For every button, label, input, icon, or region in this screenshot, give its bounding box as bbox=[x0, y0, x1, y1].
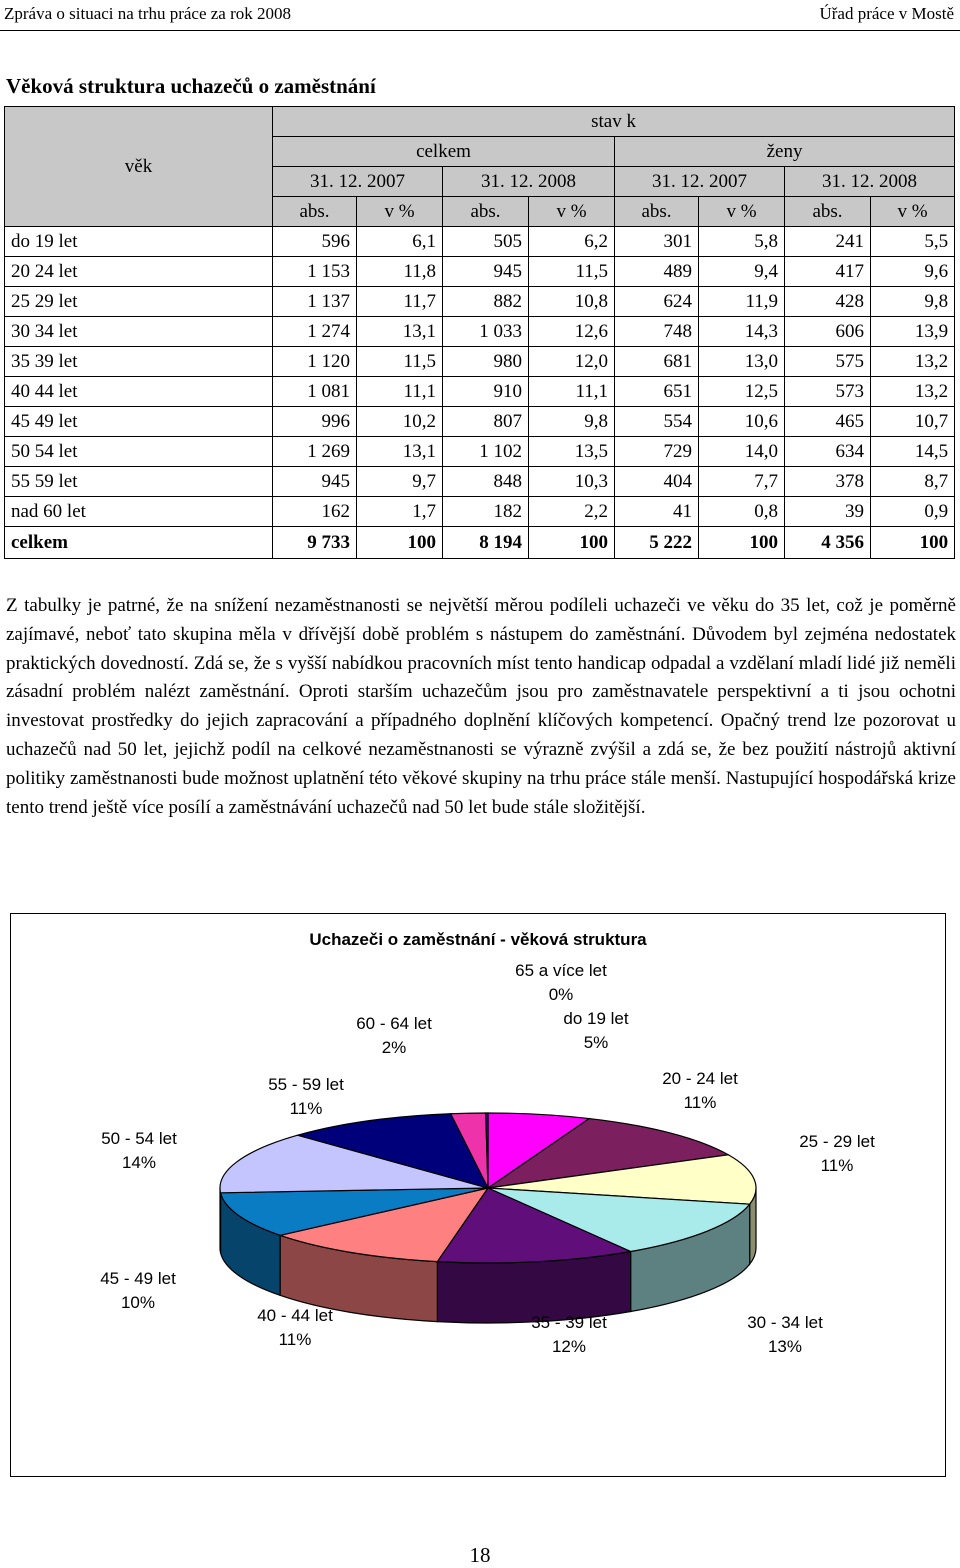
table-cell: 9,6 bbox=[871, 257, 955, 287]
pie-label-3 bbox=[747, 1311, 823, 1359]
row-label: 55 59 let bbox=[5, 467, 273, 497]
table-cell: 1 081 bbox=[273, 377, 357, 407]
table-cell: 5 222 bbox=[615, 527, 699, 559]
table-cell: 6,2 bbox=[529, 227, 615, 257]
header-divider bbox=[0, 30, 960, 31]
table-cell: 11,7 bbox=[357, 287, 443, 317]
table-cell: 14,0 bbox=[699, 437, 785, 467]
row-label: do 19 let bbox=[5, 227, 273, 257]
table-cell: 13,1 bbox=[357, 317, 443, 347]
table-cell: 11,8 bbox=[357, 257, 443, 287]
row-label: 45 49 let bbox=[5, 407, 273, 437]
header-left: Zpráva o situaci na trhu práce za rok 2008 bbox=[4, 4, 291, 23]
table-cell: 606 bbox=[785, 317, 871, 347]
table-header-row bbox=[5, 107, 955, 137]
table-cell: 11,1 bbox=[529, 377, 615, 407]
table-cell: 182 bbox=[443, 497, 529, 527]
pie-label-name: 40 - 44 let bbox=[257, 1306, 333, 1325]
table-cell: 39 bbox=[785, 497, 871, 527]
pie-label-name: 45 - 49 let bbox=[100, 1269, 176, 1288]
table-cell: 9 733 bbox=[273, 527, 357, 559]
table-cell: 13,0 bbox=[699, 347, 785, 377]
header-unit: v % bbox=[529, 197, 615, 227]
table-cell: 910 bbox=[443, 377, 529, 407]
table-cell: 41 bbox=[615, 497, 699, 527]
table-cell: 1 153 bbox=[273, 257, 357, 287]
table-cell: 729 bbox=[615, 437, 699, 467]
table-cell: 624 bbox=[615, 287, 699, 317]
table-cell: 6,1 bbox=[357, 227, 443, 257]
table-cell: 100 bbox=[529, 527, 615, 559]
pie-label-percent: 5% bbox=[583, 1033, 609, 1052]
table-cell: 554 bbox=[615, 407, 699, 437]
table-cell: 1 102 bbox=[443, 437, 529, 467]
row-label: nad 60 let bbox=[5, 497, 273, 527]
table-cell: 505 bbox=[443, 227, 529, 257]
table-cell: 1 033 bbox=[443, 317, 529, 347]
page-number: 18 bbox=[469, 1543, 491, 1567]
table-cell: 100 bbox=[699, 527, 785, 559]
table-cell: 807 bbox=[443, 407, 529, 437]
pie-label-percent: 11% bbox=[683, 1093, 717, 1112]
table-cell: 1 274 bbox=[273, 317, 357, 347]
table-row bbox=[5, 437, 955, 467]
table-cell: 12,0 bbox=[529, 347, 615, 377]
pie-label-percent: 14% bbox=[121, 1153, 157, 1172]
table-cell: 241 bbox=[785, 227, 871, 257]
table-cell: 11,1 bbox=[357, 377, 443, 407]
pie-label-name: 50 - 54 let bbox=[101, 1129, 177, 1148]
header-unit: abs. bbox=[615, 197, 699, 227]
table-cell: 301 bbox=[615, 227, 699, 257]
table-cell: 575 bbox=[785, 347, 871, 377]
table-row bbox=[5, 347, 955, 377]
table-cell: 1 120 bbox=[273, 347, 357, 377]
table-row bbox=[5, 287, 955, 317]
pie-label-percent: 13% bbox=[767, 1337, 803, 1356]
table-cell: 882 bbox=[443, 287, 529, 317]
pie-label-2 bbox=[799, 1130, 875, 1178]
table-cell: 634 bbox=[785, 437, 871, 467]
pie-label-name: 65 a více let bbox=[515, 961, 607, 980]
pie-label-8 bbox=[268, 1073, 344, 1121]
pie-label-7 bbox=[101, 1127, 177, 1175]
table-cell: 848 bbox=[443, 467, 529, 497]
table-cell: 9,7 bbox=[357, 467, 443, 497]
table-cell: 7,7 bbox=[699, 467, 785, 497]
table-cell: 100 bbox=[357, 527, 443, 559]
table-cell: 651 bbox=[615, 377, 699, 407]
table-cell: 0,8 bbox=[699, 497, 785, 527]
row-label: celkem bbox=[5, 527, 273, 559]
table-cell: 996 bbox=[273, 407, 357, 437]
pie-label-percent: 12% bbox=[551, 1337, 587, 1356]
table-cell: 2,2 bbox=[529, 497, 615, 527]
row-label: 20 24 let bbox=[5, 257, 273, 287]
table-row bbox=[5, 497, 955, 527]
row-label: 30 34 let bbox=[5, 317, 273, 347]
pie-side-7 bbox=[220, 1188, 221, 1253]
table-cell: 13,2 bbox=[871, 377, 955, 407]
table-cell: 945 bbox=[443, 257, 529, 287]
table-cell: 12,6 bbox=[529, 317, 615, 347]
header-date: 31. 12. 2008 bbox=[785, 167, 955, 197]
pie-label-name: 60 - 64 let bbox=[356, 1014, 432, 1033]
pie-label-name: do 19 let bbox=[563, 1009, 629, 1028]
table-cell: 1 137 bbox=[273, 287, 357, 317]
table-cell: 14,5 bbox=[871, 437, 955, 467]
header-date: 31. 12. 2007 bbox=[273, 167, 443, 197]
table-cell: 13,2 bbox=[871, 347, 955, 377]
table-cell: 14,3 bbox=[699, 317, 785, 347]
row-label: 40 44 let bbox=[5, 377, 273, 407]
row-label: 50 54 let bbox=[5, 437, 273, 467]
table-cell: 945 bbox=[273, 467, 357, 497]
pie-label-9 bbox=[356, 1012, 432, 1060]
pie-label-percent: 2% bbox=[381, 1038, 407, 1057]
header-celkem: celkem bbox=[273, 137, 615, 167]
table-cell: 378 bbox=[785, 467, 871, 497]
pie-label-name: 30 - 34 let bbox=[747, 1313, 823, 1332]
section-title: Věková struktura uchazečů o zaměstnání bbox=[6, 74, 376, 98]
header-unit: abs. bbox=[785, 197, 871, 227]
table-cell: 100 bbox=[871, 527, 955, 559]
table-cell: 748 bbox=[615, 317, 699, 347]
header-right: Úřad práce v Mostě bbox=[819, 4, 954, 23]
table-cell: 9,8 bbox=[529, 407, 615, 437]
table-cell: 10,3 bbox=[529, 467, 615, 497]
table-cell: 489 bbox=[615, 257, 699, 287]
pie-label-10 bbox=[515, 959, 607, 1007]
table-cell: 10,6 bbox=[699, 407, 785, 437]
header-unit: v % bbox=[357, 197, 443, 227]
table-cell: 5,5 bbox=[871, 227, 955, 257]
pie-label-percent: 0% bbox=[548, 985, 574, 1004]
pie-label-percent: 11% bbox=[289, 1099, 323, 1118]
header-zeny: ženy bbox=[615, 137, 955, 167]
table-cell: 10,7 bbox=[871, 407, 955, 437]
table-cell: 417 bbox=[785, 257, 871, 287]
table-cell: 8 194 bbox=[443, 527, 529, 559]
table-row bbox=[5, 467, 955, 497]
body-paragraph: Z tabulky je patrné, že na snížení nezaměstnanosti se největší měrou podíleli uchazeči ve věku do 35 let, což je poměrně zajímavé, neboť tato skupina měla v dřívější době problém s nástupem do zaměstnání. Důvodem byl zejména nedostatek praktických dovedností. Zdá se, že s vyšší nabídkou pracovních míst tento handicap odpadal a vzdělaní mladí lidé již neměli zásadní problém nalézt zaměstnání. Oproti starším uchazečům jsou pro zaměstnavatele perspektivní a ti jsou ochotni investovat prostředky do jejich zapracování a případného doplnění klíčových kompetencí. Opačný trend lze pozorovat u uchazečů nad 50 let, jejichž podíl na celkové nezaměstnanosti se výrazně zvýšil a zdá se, že bez použití nástrojů aktivní politiky zaměstnanosti bude možnost uplatnění této věkové skupiny na trhu práce stále menší. Nastupující hospodářská krize tento trend ještě více posílí a zaměstnávání uchazečů nad 50 let bude stále složitější. bbox=[6, 595, 956, 818]
header-date: 31. 12. 2008 bbox=[443, 167, 615, 197]
table-row bbox=[5, 317, 955, 347]
pie-label-4 bbox=[531, 1311, 607, 1359]
header-date: 31. 12. 2007 bbox=[615, 167, 785, 197]
table-cell: 10,2 bbox=[357, 407, 443, 437]
table-cell: 13,5 bbox=[529, 437, 615, 467]
table-cell: 980 bbox=[443, 347, 529, 377]
pie-label-name: 25 - 29 let bbox=[799, 1132, 875, 1151]
table-cell: 596 bbox=[273, 227, 357, 257]
pie-label-1 bbox=[662, 1067, 738, 1115]
table-row bbox=[5, 257, 955, 287]
chart-title: Uchazeči o zaměstnání - věková struktura bbox=[309, 930, 647, 949]
table-row bbox=[5, 377, 955, 407]
table-cell: 9,8 bbox=[871, 287, 955, 317]
table-cell: 4 356 bbox=[785, 527, 871, 559]
table-cell: 681 bbox=[615, 347, 699, 377]
table-cell: 10,8 bbox=[529, 287, 615, 317]
table-cell: 12,5 bbox=[699, 377, 785, 407]
header-unit: v % bbox=[871, 197, 955, 227]
table-cell: 11,5 bbox=[529, 257, 615, 287]
table-cell: 13,9 bbox=[871, 317, 955, 347]
table-cell: 1 269 bbox=[273, 437, 357, 467]
pie-label-6 bbox=[100, 1267, 176, 1315]
table-cell: 1,7 bbox=[357, 497, 443, 527]
header-unit: abs. bbox=[443, 197, 529, 227]
pie-label-name: 20 - 24 let bbox=[662, 1069, 738, 1088]
table-cell: 8,7 bbox=[871, 467, 955, 497]
age-structure-table bbox=[4, 106, 955, 559]
row-label: 35 39 let bbox=[5, 347, 273, 377]
pie-label-5 bbox=[257, 1304, 333, 1352]
pie-chart-svg bbox=[11, 914, 945, 1476]
header-vek: věk bbox=[5, 107, 273, 227]
table-cell: 11,9 bbox=[699, 287, 785, 317]
pie-chart bbox=[10, 913, 946, 1477]
table-cell: 465 bbox=[785, 407, 871, 437]
pie-label-percent: 10% bbox=[120, 1293, 156, 1312]
pie-label-name: 55 - 59 let bbox=[268, 1075, 344, 1094]
table-cell: 11,5 bbox=[357, 347, 443, 377]
table-cell: 428 bbox=[785, 287, 871, 317]
pie-label-percent: 11% bbox=[820, 1156, 854, 1175]
table-cell: 13,1 bbox=[357, 437, 443, 467]
table-cell: 9,4 bbox=[699, 257, 785, 287]
pie-label-name: 35 - 39 let bbox=[531, 1313, 607, 1332]
pie-label-0 bbox=[563, 1007, 628, 1055]
table-cell: 5,8 bbox=[699, 227, 785, 257]
table-cell: 0,9 bbox=[871, 497, 955, 527]
header-unit: abs. bbox=[273, 197, 357, 227]
table-total-row bbox=[5, 527, 955, 559]
table-cell: 162 bbox=[273, 497, 357, 527]
table-cell: 404 bbox=[615, 467, 699, 497]
table-row bbox=[5, 407, 955, 437]
table-cell: 573 bbox=[785, 377, 871, 407]
table-row bbox=[5, 227, 955, 257]
header-stav: stav k bbox=[273, 107, 955, 137]
row-label: 25 29 let bbox=[5, 287, 273, 317]
header-unit: v % bbox=[699, 197, 785, 227]
pie-label-percent: 11% bbox=[278, 1330, 312, 1349]
